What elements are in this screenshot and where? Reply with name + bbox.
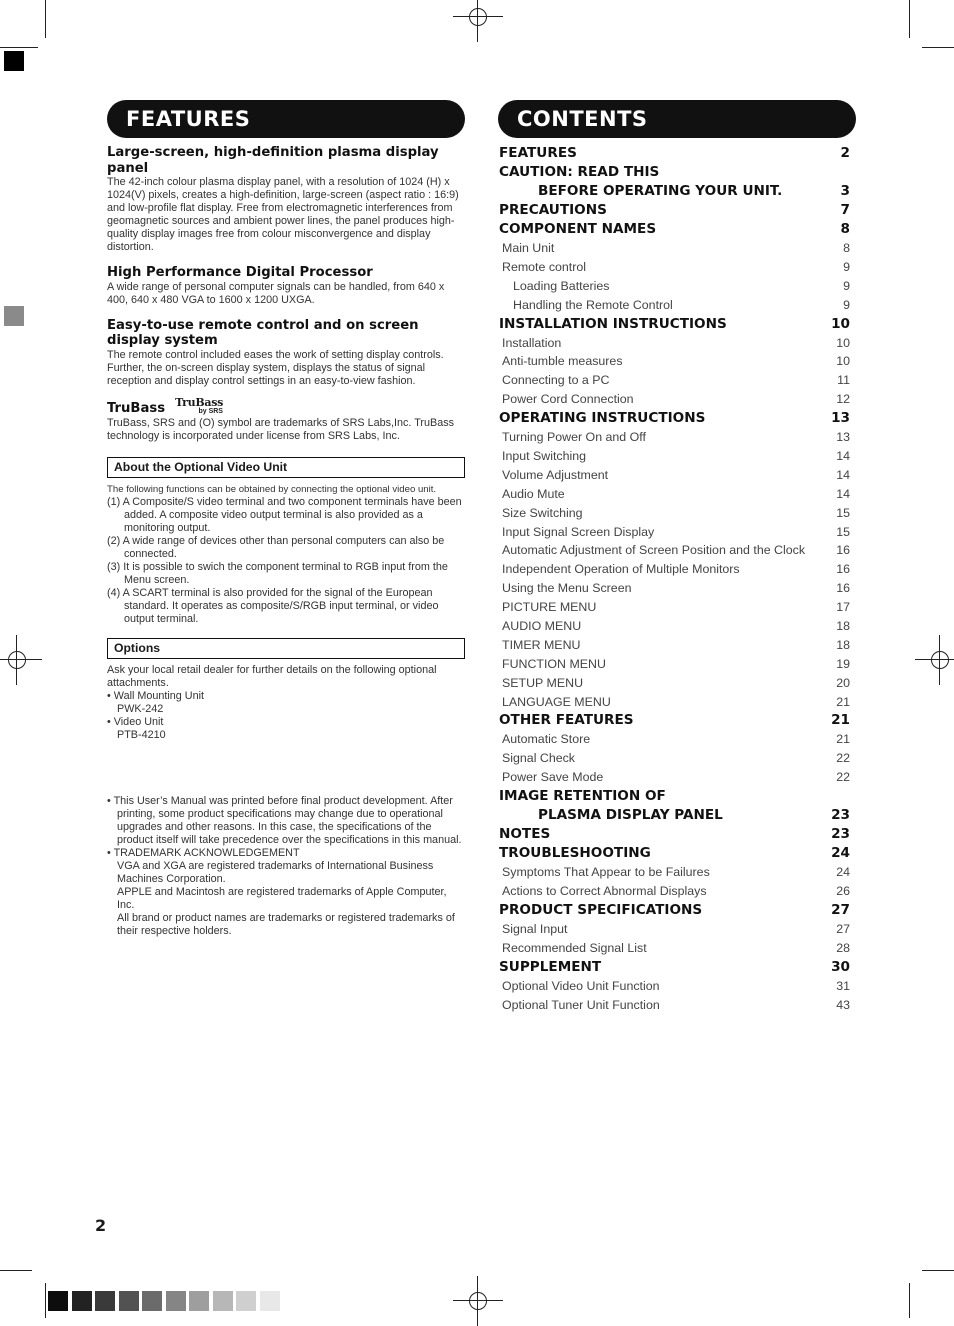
note-item: • TRADEMARK ACKNOWLEDGEMENT xyxy=(107,846,300,859)
toc-label: Symptoms That Appear to be Failures xyxy=(502,865,710,880)
toc-section-row xyxy=(499,409,850,428)
toc-subsection-row xyxy=(499,466,850,485)
toc-label: SUPPLEMENT xyxy=(499,958,602,975)
toc-subsection-row xyxy=(499,693,850,712)
toc-section-row xyxy=(499,901,850,920)
toc-subsection-row xyxy=(499,334,850,353)
toc-subsection-row xyxy=(499,296,850,315)
features-banner: FEATURES xyxy=(107,100,465,138)
feature-section xyxy=(107,395,465,443)
note-item: • This User’s Manual was printed before final product development. After printing, some product specifications may change due to operational upgrades and other reasons. In this case, the specifications of the product itself will take precedence over the specifications in this manual. xyxy=(107,794,462,846)
toc-subsection-row xyxy=(499,598,850,617)
toc-label: BEFORE OPERATING YOUR UNIT. xyxy=(538,183,783,199)
feature-section xyxy=(107,318,465,388)
trademark-text: APPLE and Macintosh are registered trademarks of Apple Computer, Inc. xyxy=(117,885,447,911)
toc-page-number: 15 xyxy=(836,524,850,539)
toc-page-number: 23 xyxy=(831,807,850,824)
toc-label: Main Unit xyxy=(502,241,555,255)
toc-page-number: 43 xyxy=(836,997,850,1012)
toc-page-number: 7 xyxy=(840,202,850,218)
toc-label: Power Save Mode xyxy=(502,770,604,785)
trademark-text: All brand or product names are trademarks or registered trademarks of their respective holders. xyxy=(117,911,455,937)
toc-page-number: 10 xyxy=(836,335,850,350)
toc-label: Connecting to a PC xyxy=(502,373,610,388)
toc-page-number: 13 xyxy=(831,410,850,427)
toc-label: Turning Power On and Off xyxy=(502,430,646,445)
toc-page-number: 24 xyxy=(836,865,850,880)
toc-label: FUNCTION MENU xyxy=(502,656,606,671)
color-swatch xyxy=(166,1291,186,1311)
color-swatch xyxy=(48,1291,68,1311)
toc-label: Installation xyxy=(502,335,562,350)
toc-page-number: 9 xyxy=(843,259,850,274)
feature-body: The remote control included eases the work of setting display controls. Further, the on-screen display system, displays the status of signal reception and display control settings in an easy-to-view fashion. xyxy=(107,348,444,387)
toc-label: COMPONENT NAMES xyxy=(499,221,657,237)
toc-label: Size Switching xyxy=(502,505,583,520)
toc-page-number: 9 xyxy=(843,278,850,293)
toc-page-number: 14 xyxy=(836,467,850,482)
feature-section xyxy=(107,145,465,254)
feature-heading: Large-screen, high-definition plasma display panel xyxy=(107,145,439,176)
color-swatch xyxy=(236,1291,256,1311)
toc-section-row xyxy=(499,315,850,334)
contents-banner: CONTENTS xyxy=(498,100,856,138)
feature-body: A wide range of personal computer signals can be handled, from 640 x 400, 640 x 480 VGA to 1600 x 1200 UXGA. xyxy=(107,280,445,306)
trubass-logo: TruBass by SRS xyxy=(175,395,223,415)
color-swatch xyxy=(189,1291,209,1311)
toc-subsection-row xyxy=(499,920,850,939)
toc-label: IMAGE RETENTION OF xyxy=(499,788,666,805)
options-intro: Ask your local retail dealer for further details on the following optional attachments. xyxy=(107,663,437,689)
optional-video-box-title: About the Optional Video Unit xyxy=(107,457,465,478)
toc-label: Power Cord Connection xyxy=(502,392,634,407)
toc-label: Using the Menu Screen xyxy=(502,581,632,596)
toc-section-row xyxy=(499,958,850,977)
toc-page-number: 17 xyxy=(836,600,850,615)
crop-mark xyxy=(0,1270,32,1271)
toc-label: NOTES xyxy=(499,826,551,843)
toc-page-number: 15 xyxy=(836,505,850,520)
toc-label: Anti-tumble measures xyxy=(502,354,623,369)
table-of-contents xyxy=(499,144,850,1015)
feature-section xyxy=(107,265,465,307)
color-swatch xyxy=(213,1291,233,1311)
registration-crosshair xyxy=(461,0,495,34)
toc-subsection-row xyxy=(499,749,850,768)
toc-page-number: 22 xyxy=(836,770,850,785)
toc-page-number: 31 xyxy=(836,978,850,993)
toc-page-number: 21 xyxy=(836,732,850,747)
toc-subsection-row xyxy=(499,655,850,674)
toc-subsection-row xyxy=(499,977,850,996)
options-box-title: Options xyxy=(107,638,465,659)
toc-label: Optional Video Unit Function xyxy=(502,978,660,993)
registration-crosshair xyxy=(461,1284,495,1318)
registration-crosshair xyxy=(923,643,954,677)
toc-page-number: 3 xyxy=(840,183,850,199)
feature-heading: High Performance Digital Processor xyxy=(107,265,373,280)
toc-subsection-row xyxy=(499,674,850,693)
toc-page-number: 13 xyxy=(836,430,850,445)
color-swatch xyxy=(260,1291,280,1311)
crop-mark xyxy=(909,0,910,38)
list-item: (2) A wide range of devices other than personal computers can also be connected. xyxy=(107,534,445,560)
toc-page-number: 16 xyxy=(836,562,850,577)
toc-label: Signal Check xyxy=(502,751,576,766)
toc-page-number: 8 xyxy=(843,241,850,255)
features-column xyxy=(107,145,465,938)
toc-label: TROUBLESHOOTING xyxy=(499,845,651,862)
toc-page-number: 30 xyxy=(831,958,850,975)
toc-label: Audio Mute xyxy=(502,486,565,501)
toc-page-number: 27 xyxy=(831,901,850,918)
options-list xyxy=(107,690,465,742)
black-tab-marker xyxy=(4,51,24,71)
toc-subsection-row xyxy=(499,636,850,655)
toc-page-number: 18 xyxy=(836,637,850,652)
page-number: 2 xyxy=(95,1216,107,1235)
toc-label: SETUP MENU xyxy=(502,675,584,690)
toc-label: Input Switching xyxy=(502,449,587,464)
toc-page-number: 19 xyxy=(836,656,850,671)
toc-page-number: 20 xyxy=(836,675,850,690)
toc-label: CAUTION: READ THIS xyxy=(499,164,660,180)
notes xyxy=(107,795,465,938)
toc-page-number: 11 xyxy=(837,373,850,388)
toc-label: Optional Tuner Unit Function xyxy=(502,997,660,1012)
gray-tab-marker xyxy=(4,306,24,326)
toc-page-number: 21 xyxy=(836,694,850,709)
toc-section-row xyxy=(499,711,850,730)
feature-body: TruBass, SRS and (O) symbol are trademarks of SRS Labs,Inc. TruBass technology is incorporated under license from SRS Labs, Inc. xyxy=(107,416,455,442)
toc-page-number: 18 xyxy=(836,619,850,634)
toc-page-number: 10 xyxy=(836,354,850,369)
optional-video-list xyxy=(107,496,465,626)
feature-heading: Easy-to-use remote control and on screen display system xyxy=(107,317,419,348)
toc-section-row xyxy=(499,201,850,220)
registration-crosshair xyxy=(0,643,34,677)
toc-page-number: 12 xyxy=(836,392,850,407)
toc-label: PRODUCT SPECIFICATIONS xyxy=(499,901,703,918)
toc-page-number: 26 xyxy=(836,884,850,899)
toc-label: Actions to Correct Abnormal Displays xyxy=(502,884,707,899)
toc-subsection-row xyxy=(499,239,850,258)
toc-label: PLASMA DISPLAY PANEL xyxy=(538,807,723,824)
trademark-text: VGA and XGA are registered trademarks of International Business Machines Corporation. xyxy=(117,859,434,885)
toc-page-number: 22 xyxy=(836,751,850,766)
toc-page-number: 16 xyxy=(836,543,850,558)
toc-label: INSTALLATION INSTRUCTIONS xyxy=(499,315,727,332)
toc-subsection-row xyxy=(499,579,850,598)
color-swatch xyxy=(72,1291,92,1311)
color-swatch xyxy=(142,1291,162,1311)
toc-page-number: 14 xyxy=(836,449,850,464)
toc-subsection-row xyxy=(499,560,850,579)
toc-page-number: 2 xyxy=(840,145,850,161)
toc-label: Volume Adjustment xyxy=(502,467,609,482)
crop-mark xyxy=(45,1283,46,1318)
toc-subsection-row xyxy=(499,939,850,958)
color-swatch xyxy=(95,1291,115,1311)
toc-label: AUDIO MENU xyxy=(502,619,582,634)
toc-subsection-row xyxy=(499,617,850,636)
toc-label: PRECAUTIONS xyxy=(499,202,607,218)
list-item-model: PTB-4210 xyxy=(117,728,166,741)
crop-mark xyxy=(909,1283,910,1318)
toc-section-row xyxy=(499,220,850,239)
toc-subsection-row xyxy=(499,390,850,409)
toc-section-row xyxy=(499,163,850,182)
toc-page-number: 14 xyxy=(836,486,850,501)
toc-label: Recommended Signal List xyxy=(502,940,647,955)
toc-section-row xyxy=(499,825,850,844)
toc-label: Automatic Store xyxy=(502,732,591,747)
toc-subsection-row xyxy=(499,428,850,447)
toc-subsection-row xyxy=(499,523,850,542)
list-item-model: PWK-242 xyxy=(117,702,164,715)
crop-mark xyxy=(922,1270,954,1271)
toc-subsection-row xyxy=(499,768,850,787)
toc-label: Loading Batteries xyxy=(513,278,610,293)
toc-label: LANGUAGE MENU xyxy=(502,694,611,709)
toc-label: Signal Input xyxy=(502,921,568,936)
toc-label: FEATURES xyxy=(499,145,577,161)
toc-label: TIMER MENU xyxy=(502,637,581,652)
toc-page-number: 24 xyxy=(831,845,850,862)
toc-label: Remote control xyxy=(502,259,587,274)
toc-section-row xyxy=(499,787,850,806)
feature-body: The 42-inch colour plasma display panel, with a resolution of 1024 (H) x 1024(V) pixels, creates a high-definition, large-screen (aspect ratio : 16:9) and low-profile flat display. Free from electromagnetic interferences from geomagnetic sources and ambient power lines, the panel produces high-quality display images free from colour misconvergence and display distortion. xyxy=(107,176,459,253)
toc-subsection-row xyxy=(499,258,850,277)
toc-label: OTHER FEATURES xyxy=(499,712,634,729)
toc-section-row xyxy=(499,844,850,863)
toc-subsection-row xyxy=(499,996,850,1015)
toc-page-number: 16 xyxy=(836,581,850,596)
toc-subsection-row xyxy=(499,504,850,523)
toc-subsection-row xyxy=(499,277,850,296)
toc-subsection-row xyxy=(499,882,850,901)
toc-page-number: 23 xyxy=(831,826,850,843)
list-item: (3) It is possible to swich the component terminal to RGB input from the Menu screen. xyxy=(107,560,448,586)
color-swatch xyxy=(119,1291,139,1311)
toc-page-number: 28 xyxy=(836,940,850,955)
feature-heading: TruBass xyxy=(107,401,166,416)
toc-section-row xyxy=(499,182,850,201)
toc-page-number: 27 xyxy=(836,921,850,936)
toc-subsection-row xyxy=(499,541,850,560)
toc-subsection-row xyxy=(499,352,850,371)
optional-video-intro: The following functions can be obtained by connecting the optional video unit. xyxy=(107,483,437,495)
toc-subsection-row xyxy=(499,447,850,466)
toc-subsection-row xyxy=(499,863,850,882)
toc-label: Input Signal Screen Display xyxy=(502,524,655,539)
toc-subsection-row xyxy=(499,730,850,749)
toc-page-number: 8 xyxy=(840,221,850,237)
toc-page-number: 21 xyxy=(831,712,850,729)
toc-page-number: 10 xyxy=(831,315,850,332)
list-item: • Wall Mounting Unit xyxy=(107,689,204,702)
list-item: (4) A SCART terminal is also provided for the signal of the European standard. It operates as composite/S/RGB input terminal, or video output terminal. xyxy=(107,586,439,625)
crop-mark xyxy=(922,47,954,48)
toc-page-number: 9 xyxy=(843,297,850,312)
list-item: • Video Unit xyxy=(107,715,164,728)
toc-label: Handling the Remote Control xyxy=(513,297,673,312)
toc-label: OPERATING INSTRUCTIONS xyxy=(499,410,706,427)
toc-label: Independent Operation of Multiple Monitors xyxy=(502,562,740,577)
toc-subsection-row xyxy=(499,371,850,390)
toc-section-row xyxy=(499,806,850,825)
crop-mark xyxy=(0,47,38,48)
toc-label: Automatic Adjustment of Screen Position and the Clock xyxy=(502,543,806,558)
toc-section-row xyxy=(499,144,850,163)
toc-label: PICTURE MENU xyxy=(502,600,597,615)
list-item: (1) A Composite/S video terminal and two component terminals have been added. A composite video output terminal is also provided as a monitoring output. xyxy=(107,495,462,534)
toc-subsection-row xyxy=(499,485,850,504)
crop-mark xyxy=(45,0,46,38)
